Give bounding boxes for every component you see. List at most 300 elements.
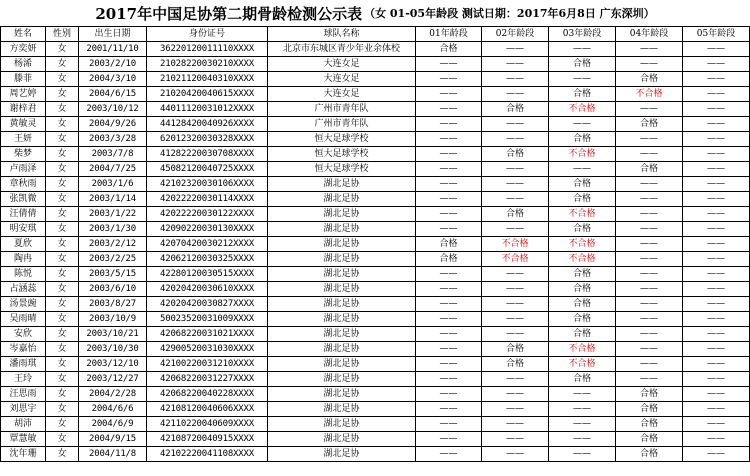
result-03: —— bbox=[549, 432, 616, 447]
id-number: 42900520031030XXXX bbox=[147, 342, 268, 357]
birth-date: 2004/6/15 bbox=[79, 87, 147, 102]
birth-date: 2004/2/28 bbox=[79, 387, 147, 402]
table-row bbox=[1, 222, 750, 237]
birth-date: 2003/10/12 bbox=[79, 102, 147, 117]
id-number: 42108120040606XXXX bbox=[147, 402, 268, 417]
id-number: 44011120031012XXXX bbox=[147, 102, 268, 117]
header-row bbox=[1, 27, 750, 42]
player-gender: 女 bbox=[46, 327, 79, 342]
header-gender: 性别 bbox=[46, 27, 79, 42]
player-gender: 女 bbox=[46, 132, 79, 147]
birth-date: 2003/1/22 bbox=[79, 207, 147, 222]
result-05: —— bbox=[683, 117, 750, 132]
result-02: —— bbox=[482, 42, 549, 57]
birth-date: 2004/9/26 bbox=[79, 117, 147, 132]
id-number: 42022220030122XXXX bbox=[147, 207, 268, 222]
player-gender: 女 bbox=[46, 57, 79, 72]
result-02: —— bbox=[482, 372, 549, 387]
result-01: —— bbox=[416, 357, 482, 372]
results-table bbox=[0, 26, 750, 462]
page-subtitle: （女 01-05年龄段 测试日期：2017年6月8日 广东深圳） bbox=[364, 7, 655, 20]
result-01: —— bbox=[416, 267, 482, 282]
result-05: —— bbox=[683, 132, 750, 147]
player-name: 夏欣 bbox=[1, 237, 46, 252]
id-number: 42280120030515XXXX bbox=[147, 267, 268, 282]
result-03: —— bbox=[549, 402, 616, 417]
result-04: 不合格 bbox=[616, 87, 683, 102]
result-01: —— bbox=[416, 117, 482, 132]
id-number: 45082120040725XXXX bbox=[147, 162, 268, 177]
result-04: —— bbox=[616, 282, 683, 297]
result-02: —— bbox=[482, 312, 549, 327]
result-04: —— bbox=[616, 357, 683, 372]
player-name: 王妍 bbox=[1, 132, 46, 147]
club-name: 湖北足协 bbox=[268, 312, 416, 327]
result-03: —— bbox=[549, 42, 616, 57]
result-04: 合格 bbox=[616, 402, 683, 417]
header-id-number: 身份证号 bbox=[147, 27, 268, 42]
table-row bbox=[1, 87, 750, 102]
table-row bbox=[1, 237, 750, 252]
result-05: —— bbox=[683, 237, 750, 252]
player-gender: 女 bbox=[46, 402, 79, 417]
result-02: —— bbox=[482, 57, 549, 72]
result-04: —— bbox=[616, 327, 683, 342]
club-name: 广州市青年队 bbox=[268, 117, 416, 132]
player-gender: 女 bbox=[46, 312, 79, 327]
player-name: 滕菲 bbox=[1, 72, 46, 87]
player-name: 方奕妍 bbox=[1, 42, 46, 57]
result-03: 合格 bbox=[549, 282, 616, 297]
club-name: 湖北足协 bbox=[268, 402, 416, 417]
result-05: —— bbox=[683, 177, 750, 192]
player-name: 卢雨泽 bbox=[1, 162, 46, 177]
result-04: —— bbox=[616, 342, 683, 357]
player-name: 潘雨琪 bbox=[1, 357, 46, 372]
result-02: —— bbox=[482, 327, 549, 342]
table-row bbox=[1, 402, 750, 417]
club-name: 湖北足协 bbox=[268, 357, 416, 372]
result-05: —— bbox=[683, 432, 750, 447]
result-02: —— bbox=[482, 267, 549, 282]
id-number: 42070420030212XXXX bbox=[147, 237, 268, 252]
birth-date: 2003/7/8 bbox=[79, 147, 147, 162]
birth-date: 2003/1/14 bbox=[79, 192, 147, 207]
table-row bbox=[1, 102, 750, 117]
result-01: —— bbox=[416, 432, 482, 447]
birth-date: 2003/2/12 bbox=[79, 237, 147, 252]
result-01: —— bbox=[416, 162, 482, 177]
club-name: 湖北足协 bbox=[268, 207, 416, 222]
result-05: —— bbox=[683, 312, 750, 327]
result-01: —— bbox=[416, 312, 482, 327]
result-05: —— bbox=[683, 147, 750, 162]
player-name: 黄敏灵 bbox=[1, 117, 46, 132]
birth-date: 2003/6/10 bbox=[79, 282, 147, 297]
result-03: 合格 bbox=[549, 177, 616, 192]
player-gender: 女 bbox=[46, 372, 79, 387]
table-row bbox=[1, 207, 750, 222]
club-name: 湖北足协 bbox=[268, 417, 416, 432]
player-name: 陶冉 bbox=[1, 252, 46, 267]
table-row bbox=[1, 327, 750, 342]
table-row bbox=[1, 372, 750, 387]
id-number: 42102320030106XXXX bbox=[147, 177, 268, 192]
result-03: 不合格 bbox=[549, 357, 616, 372]
id-number: 21020420040615XXXX bbox=[147, 87, 268, 102]
player-name: 王玲 bbox=[1, 372, 46, 387]
club-name: 大连女足 bbox=[268, 57, 416, 72]
result-05: —— bbox=[683, 252, 750, 267]
result-01: —— bbox=[416, 102, 482, 117]
result-04: —— bbox=[616, 57, 683, 72]
player-gender: 女 bbox=[46, 222, 79, 237]
result-04: —— bbox=[616, 132, 683, 147]
club-name: 湖北足协 bbox=[268, 372, 416, 387]
result-03: 合格 bbox=[549, 267, 616, 282]
result-04: 合格 bbox=[616, 387, 683, 402]
table-row bbox=[1, 117, 750, 132]
club-name: 北京市东城区青少年业余体校 bbox=[268, 42, 416, 57]
result-02: 合格 bbox=[482, 102, 549, 117]
club-name: 广州市青年队 bbox=[268, 102, 416, 117]
table-row bbox=[1, 297, 750, 312]
result-05: —— bbox=[683, 222, 750, 237]
result-01: 合格 bbox=[416, 252, 482, 267]
table-row bbox=[1, 42, 750, 57]
id-number: 42108720040915XXXX bbox=[147, 432, 268, 447]
birth-date: 2003/2/25 bbox=[79, 252, 147, 267]
result-05: —— bbox=[683, 357, 750, 372]
result-02: —— bbox=[482, 87, 549, 102]
id-number: 42020420030610XXXX bbox=[147, 282, 268, 297]
id-number: 21021120040310XXXX bbox=[147, 72, 268, 87]
result-02: —— bbox=[482, 387, 549, 402]
id-number: 42100220031210XXXX bbox=[147, 357, 268, 372]
birth-date: 2003/12/10 bbox=[79, 357, 147, 372]
player-name: 沈年珊 bbox=[1, 447, 46, 462]
header-age-01: 01年龄段 bbox=[416, 27, 482, 42]
birth-date: 2003/12/27 bbox=[79, 372, 147, 387]
result-01: —— bbox=[416, 297, 482, 312]
result-02: 合格 bbox=[482, 342, 549, 357]
id-number: 42020420030827XXXX bbox=[147, 297, 268, 312]
player-gender: 女 bbox=[46, 387, 79, 402]
result-03: 合格 bbox=[549, 132, 616, 147]
player-name: 覃慧敏 bbox=[1, 432, 46, 447]
player-name: 张凯微 bbox=[1, 192, 46, 207]
result-04: 合格 bbox=[616, 72, 683, 87]
result-03: 不合格 bbox=[549, 252, 616, 267]
result-02: 合格 bbox=[482, 357, 549, 372]
header-name: 姓名 bbox=[1, 27, 46, 42]
result-01: —— bbox=[416, 387, 482, 402]
result-05: —— bbox=[683, 207, 750, 222]
birth-date: 2003/10/30 bbox=[79, 342, 147, 357]
player-name: 杨浠 bbox=[1, 57, 46, 72]
id-number: 44128420040926XXXX bbox=[147, 117, 268, 132]
result-04: 合格 bbox=[616, 417, 683, 432]
player-gender: 女 bbox=[46, 192, 79, 207]
club-name: 湖北足协 bbox=[268, 192, 416, 207]
id-number: 42068220031021XXXX bbox=[147, 327, 268, 342]
result-01: —— bbox=[416, 222, 482, 237]
player-name: 柴梦 bbox=[1, 147, 46, 162]
club-name: 湖北足协 bbox=[268, 387, 416, 402]
table-row bbox=[1, 162, 750, 177]
table-row bbox=[1, 357, 750, 372]
result-01: —— bbox=[416, 72, 482, 87]
result-01: —— bbox=[416, 177, 482, 192]
result-01: —— bbox=[416, 57, 482, 72]
player-name: 周艺婷 bbox=[1, 87, 46, 102]
player-gender: 女 bbox=[46, 417, 79, 432]
id-number: 42068220031227XXXX bbox=[147, 372, 268, 387]
result-03: 合格 bbox=[549, 222, 616, 237]
table-row bbox=[1, 447, 750, 462]
birth-date: 2004/6/9 bbox=[79, 417, 147, 432]
player-name: 谢梓君 bbox=[1, 102, 46, 117]
result-04: —— bbox=[616, 147, 683, 162]
table-row bbox=[1, 432, 750, 447]
result-02: —— bbox=[482, 297, 549, 312]
result-01: —— bbox=[416, 342, 482, 357]
birth-date: 2004/3/10 bbox=[79, 72, 147, 87]
id-number: 42102220041108XXXX bbox=[147, 447, 268, 462]
table-row bbox=[1, 342, 750, 357]
club-name: 湖北足协 bbox=[268, 237, 416, 252]
result-04: —— bbox=[616, 237, 683, 252]
club-name: 湖北足协 bbox=[268, 252, 416, 267]
club-name: 湖北足协 bbox=[268, 282, 416, 297]
result-02: —— bbox=[482, 132, 549, 147]
player-name: 汪倩倩 bbox=[1, 207, 46, 222]
result-02: —— bbox=[482, 177, 549, 192]
result-02: —— bbox=[482, 117, 549, 132]
result-02: —— bbox=[482, 447, 549, 462]
result-05: —— bbox=[683, 342, 750, 357]
player-gender: 女 bbox=[46, 162, 79, 177]
result-03: 合格 bbox=[549, 87, 616, 102]
player-gender: 女 bbox=[46, 357, 79, 372]
result-05: —— bbox=[683, 297, 750, 312]
header-club: 球队名称 bbox=[268, 27, 416, 42]
result-05: —— bbox=[683, 102, 750, 117]
player-gender: 女 bbox=[46, 282, 79, 297]
result-04: —— bbox=[616, 297, 683, 312]
result-03: —— bbox=[549, 417, 616, 432]
result-04: 合格 bbox=[616, 447, 683, 462]
id-number: 3622012001111​0XXXX bbox=[147, 42, 268, 57]
table-row bbox=[1, 267, 750, 282]
result-02: —— bbox=[482, 282, 549, 297]
club-name: 湖北足协 bbox=[268, 177, 416, 192]
player-name: 刘思宇 bbox=[1, 402, 46, 417]
result-01: 合格 bbox=[416, 42, 482, 57]
player-name: 陈悦 bbox=[1, 267, 46, 282]
result-04: —— bbox=[616, 192, 683, 207]
birth-date: 2003/1/30 bbox=[79, 222, 147, 237]
id-number: 42110220040609XXXX bbox=[147, 417, 268, 432]
result-03: —— bbox=[549, 387, 616, 402]
result-02: —— bbox=[482, 417, 549, 432]
result-02: —— bbox=[482, 72, 549, 87]
result-04: —— bbox=[616, 267, 683, 282]
player-gender: 女 bbox=[46, 42, 79, 57]
result-03: 合格 bbox=[549, 327, 616, 342]
result-03: —— bbox=[549, 72, 616, 87]
page-title: 2017年中国足协第二期骨龄检测公示表 bbox=[95, 4, 363, 23]
player-gender: 女 bbox=[46, 72, 79, 87]
player-name: 安欣 bbox=[1, 327, 46, 342]
player-gender: 女 bbox=[46, 117, 79, 132]
id-number: 42090220030130XXXX bbox=[147, 222, 268, 237]
result-01: —— bbox=[416, 447, 482, 462]
result-04: —— bbox=[616, 42, 683, 57]
result-02: —— bbox=[482, 222, 549, 237]
birth-date: 2004/9/15 bbox=[79, 432, 147, 447]
result-03: 不合格 bbox=[549, 147, 616, 162]
result-01: —— bbox=[416, 192, 482, 207]
player-gender: 女 bbox=[46, 207, 79, 222]
result-01: —— bbox=[416, 372, 482, 387]
id-number: 62012320030328XXXX bbox=[147, 132, 268, 147]
result-01: —— bbox=[416, 87, 482, 102]
table-row bbox=[1, 132, 750, 147]
result-01: —— bbox=[416, 132, 482, 147]
result-03: 不合格 bbox=[549, 102, 616, 117]
result-05: —— bbox=[683, 372, 750, 387]
club-name: 大连女足 bbox=[268, 72, 416, 87]
result-03: 不合格 bbox=[549, 237, 616, 252]
result-02: 不合格 bbox=[482, 237, 549, 252]
birth-date: 2003/3/28 bbox=[79, 132, 147, 147]
result-04: —— bbox=[616, 102, 683, 117]
player-gender: 女 bbox=[46, 297, 79, 312]
result-02: —— bbox=[482, 192, 549, 207]
table-row bbox=[1, 147, 750, 162]
club-name: 恒大足球学校 bbox=[268, 132, 416, 147]
birth-date: 2003/1/6 bbox=[79, 177, 147, 192]
result-03: —— bbox=[549, 117, 616, 132]
birth-date: 2004/7/25 bbox=[79, 162, 147, 177]
result-05: —— bbox=[683, 447, 750, 462]
birth-date: 2003/8/27 bbox=[79, 297, 147, 312]
result-05: —— bbox=[683, 42, 750, 57]
result-02: —— bbox=[482, 402, 549, 417]
result-03: 合格 bbox=[549, 297, 616, 312]
result-03: —— bbox=[549, 447, 616, 462]
player-gender: 女 bbox=[46, 342, 79, 357]
player-gender: 女 bbox=[46, 87, 79, 102]
result-01: 合格 bbox=[416, 237, 482, 252]
player-name: 岑嘉怡 bbox=[1, 342, 46, 357]
club-name: 湖北足协 bbox=[268, 447, 416, 462]
result-04: 合格 bbox=[616, 117, 683, 132]
club-name: 湖北足协 bbox=[268, 342, 416, 357]
result-05: —— bbox=[683, 387, 750, 402]
result-04: —— bbox=[616, 312, 683, 327]
player-name: 汤景豌 bbox=[1, 297, 46, 312]
result-02: —— bbox=[482, 432, 549, 447]
header-age-03: 03年龄段 bbox=[549, 27, 616, 42]
result-04: —— bbox=[616, 177, 683, 192]
club-name: 湖北足协 bbox=[268, 432, 416, 447]
table-row bbox=[1, 177, 750, 192]
result-04: —— bbox=[616, 207, 683, 222]
club-name: 恒大足球学校 bbox=[268, 147, 416, 162]
table-row bbox=[1, 312, 750, 327]
result-05: —— bbox=[683, 282, 750, 297]
result-02: 不合格 bbox=[482, 252, 549, 267]
id-number: 42022220030114XXXX bbox=[147, 192, 268, 207]
result-02: —— bbox=[482, 162, 549, 177]
player-name: 章秋雨 bbox=[1, 177, 46, 192]
header-age-05: 05年龄段 bbox=[683, 27, 750, 42]
table-row bbox=[1, 57, 750, 72]
club-name: 湖北足协 bbox=[268, 222, 416, 237]
player-gender: 女 bbox=[46, 102, 79, 117]
header-age-02: 02年龄段 bbox=[482, 27, 549, 42]
player-name: 吴雨晴 bbox=[1, 312, 46, 327]
result-01: —— bbox=[416, 282, 482, 297]
id-number: 42062120030325XXXX bbox=[147, 252, 268, 267]
result-05: —— bbox=[683, 72, 750, 87]
player-gender: 女 bbox=[46, 432, 79, 447]
birth-date: 2003/5/15 bbox=[79, 267, 147, 282]
result-01: —— bbox=[416, 207, 482, 222]
table-row bbox=[1, 417, 750, 432]
result-04: —— bbox=[616, 252, 683, 267]
club-name: 湖北足协 bbox=[268, 297, 416, 312]
result-05: —— bbox=[683, 267, 750, 282]
table-row bbox=[1, 252, 750, 267]
result-04: 合格 bbox=[616, 432, 683, 447]
result-03: 合格 bbox=[549, 312, 616, 327]
table-row bbox=[1, 192, 750, 207]
id-number: 41282220030708XXXX bbox=[147, 147, 268, 162]
result-01: —— bbox=[416, 327, 482, 342]
table-row bbox=[1, 72, 750, 87]
result-05: —— bbox=[683, 402, 750, 417]
birth-date: 2003/10/21 bbox=[79, 327, 147, 342]
result-03: 不合格 bbox=[549, 207, 616, 222]
result-01: —— bbox=[416, 147, 482, 162]
birth-date: 2003/10/9 bbox=[79, 312, 147, 327]
result-05: —— bbox=[683, 192, 750, 207]
birth-date: 2003/2/10 bbox=[79, 57, 147, 72]
result-03: 不合格 bbox=[549, 342, 616, 357]
player-gender: 女 bbox=[46, 267, 79, 282]
result-01: —— bbox=[416, 402, 482, 417]
result-03: 合格 bbox=[549, 372, 616, 387]
title-row bbox=[0, 0, 750, 26]
club-name: 大连女足 bbox=[268, 87, 416, 102]
header-age-04: 04年龄段 bbox=[616, 27, 683, 42]
player-name: 占涵蕊 bbox=[1, 282, 46, 297]
header-birth-date: 出生日期 bbox=[79, 27, 147, 42]
result-01: —— bbox=[416, 417, 482, 432]
club-name: 湖北足协 bbox=[268, 267, 416, 282]
table-row bbox=[1, 387, 750, 402]
club-name: 湖北足协 bbox=[268, 327, 416, 342]
player-gender: 女 bbox=[46, 147, 79, 162]
result-05: —— bbox=[683, 417, 750, 432]
table-row bbox=[1, 282, 750, 297]
result-05: —— bbox=[683, 327, 750, 342]
birth-date: 2004/6/6 bbox=[79, 402, 147, 417]
result-04: —— bbox=[616, 222, 683, 237]
